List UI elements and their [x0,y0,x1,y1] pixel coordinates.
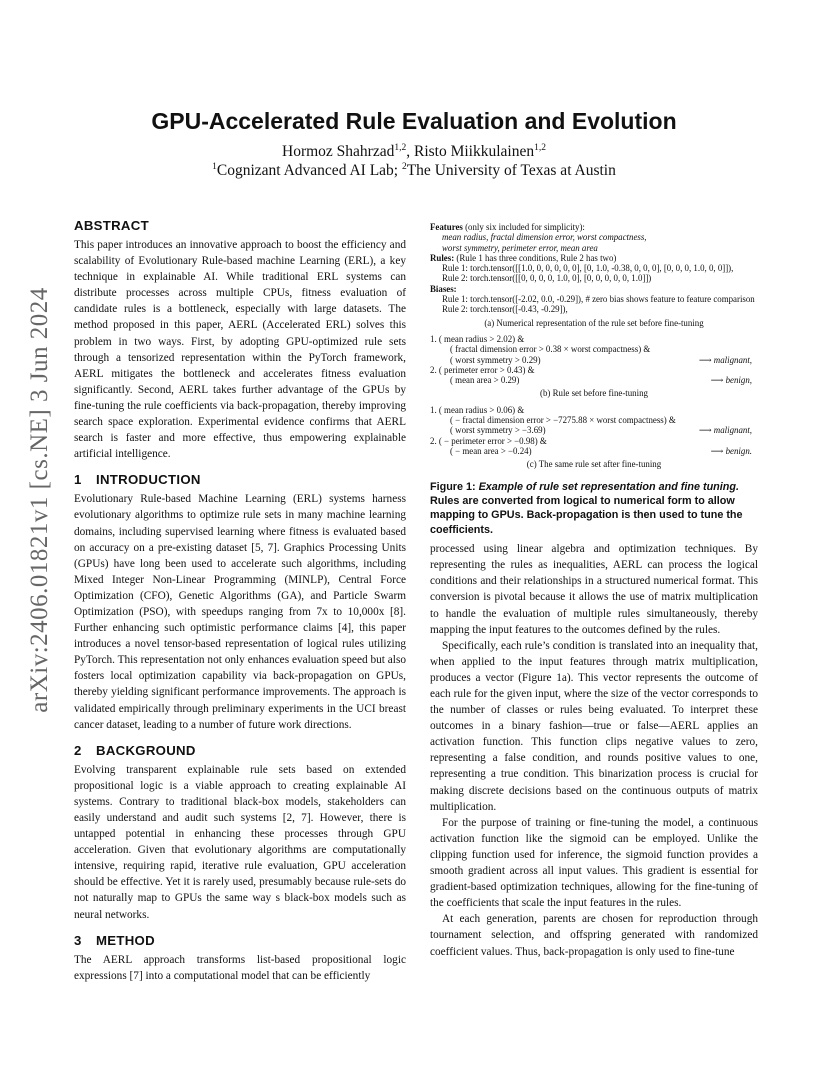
rule-condition: ( worst symmetry > 0.29) [450,354,541,365]
affil-name: The University of Texas at Austin [406,162,616,180]
rule-line: 1. ( mean radius > 2.02) & [430,333,525,344]
bias-tensor: Rule 2: torch.tensor([-0.43, -0.29]), [442,304,568,315]
section-number: 1 [74,472,82,488]
rule-condition: ( worst symmetry > −3.69) [450,425,546,436]
section-text: Evolutionary Rule-based Machine Learning (ERL) systems harness evolutionary algorithms to optimize rule sets in many machine learning domains, including supervised learning where fitness is evaluated based on accuracy on a pre-existing dataset [5, 7]. Graphics Processing Units (GPUs) have long been used to accelerate such algorithms, including Mixed Integer Non-Linear Programming (MINLP), Central Force Optimization (CFO), Genetic Algorithms (GA), and Particle Swarm Optimization (PSO), with speedups ranging from 7x to 10,000x [8]. Further enhancing such optimistic performance claims [4], this paper introduces a novel tensor-based representation of logical rules utilizing PyTorch. This representation not only enhances evaluation speed but also fosters local optimization capability via back-propagation on GPUs, thereby yielding significant performance improvements. The approach is validated empirically through preliminary experiments in the UCI breast cancer dataset, leading to a number of future work directions. [74,493,406,731]
rule-line: ( − fractal dimension error > −7275.88 × worst compactness) & [450,415,676,426]
rule-outcome: ⟶ benign. [710,445,752,456]
left-column [74,218,406,984]
section-number: 3 [74,932,82,948]
section-title: METHOD [96,932,155,948]
caption-text: Rules are converted from logical to numerical form to allow mapping to GPUs. Back-propagation is then used to tune the coefficients. [430,494,743,536]
rule-line: 1. ( mean radius > 0.06) & [430,404,525,415]
rule-outcome: ⟶ malignant, [698,425,752,436]
section-heading [74,933,406,948]
section-title: INTRODUCTION [96,472,201,488]
paragraph: At each generation, parents are chosen for reproduction through tournament selection, and offspring generated with randomized coefficient values. Thus, back-propagation is only used to fine-tune [430,913,758,958]
figure-caption [430,480,758,538]
author-affil-sup: 1,2 [534,143,546,153]
figure-1 [430,222,758,470]
rule-tensor: Rule 1: torch.tensor([[1.0, 0, 0, 0, 0, 0], [0, 1.0, -0.38, 0, 0, 0], [0, 0, 0, 1.0, 0, 0]]), [442,263,734,274]
features-line: worst symmetry, perimeter error, mean area [442,242,598,253]
caption-label: Figure 1: [430,480,479,493]
section-heading [74,743,406,758]
rule-condition: ( − mean area > −0.24) [450,445,532,456]
section-number: 2 [74,742,82,758]
affil-sup: 1 [212,162,217,172]
right-column [430,222,758,960]
rules-label: Rules: [430,252,455,263]
rules-note: (Rule 1 has three conditions, Rule 2 has two) [454,252,617,263]
section-heading [74,472,406,487]
rule-line [430,425,758,435]
rule-tensor: Rule 2: torch.tensor([[0, 0, 0, 0, 1.0, 0], [0, 0, 0, 0, 0, 1.0]]) [442,273,652,284]
arxiv-identifier [14,287,66,713]
author-list: Hormoz Shahrzad$^{1,2}$, Risto Miikkulainen$^{1,2}$ [282,143,546,161]
paper-title: GPU-Accelerated Rule Evaluation and Evolution [151,108,677,134]
rule-condition: ( mean area > 0.29) [450,375,520,386]
rule-line [430,375,758,385]
abstract-text: This paper introduces an innovative approach to boost the efficiency and scalability of Evolutionary Rule-based machine Learning (ERL), a key technique in explainable AI. While traditional ERL systems can distribute processes across multiple CPUs, fitness evaluation of candidate rules is a bottleneck, especially with large datasets. The method proposed in this paper, AERL (Accelerated ERL) solves this problem in two ways. First, by adopting GPU-optimized rule sets through a tensorized representation within the PyTorch framework, AERL mitigates the bottleneck and accelerates fitness evaluation significantly. Second, AERL takes further advantage of the GPUs by fine-tuning the rule coefficients via back-propagation, thereby improving search space exploration. Experimental evidence confirms that AERL search is faster and more effective, thus empowering explainable artificial intelligence. [74,239,406,461]
rule-line: 2. ( − perimeter error > −0.98) & [430,435,547,446]
caption-italic: Example of rule set representation and fine tuning. [478,480,739,493]
author-affil-sup: 1,2 [394,143,407,153]
features-line: mean radius, fractal dimension error, worst compactness, [442,232,647,243]
section-introduction [74,472,406,732]
affiliations [0,162,828,180]
rule-outcome: ⟶ malignant, [698,354,752,365]
subfigure-caption: (a) Numerical representation of the rule set before fine-tuning [484,317,704,328]
rule-outcome: ⟶ benign, [710,375,752,386]
bias-tensor: Rule 1: torch.tensor([-2.02, 0.0, -0.29]), # zero bias shows feature to feature comparison [442,294,755,305]
paragraph: processed using linear algebra and optimization techniques. By representing the rules as inequalities, AERL can process the logical conditions and their relationships in a structured numerical format. This conversion is pivotal because it allows the use of matrix multiplication to handle the evaluation of multiple rules simultaneously, thereby mapping the input features to the outcomes defined by the rules. [430,543,758,636]
arxiv-id-text: arXiv:2406.01821v1 [cs.NE] 3 Jun 2024 [26,287,53,713]
section-method [74,933,406,984]
affil-name: Cognizant Advanced AI Lab; [216,162,402,180]
rule-line: 2. ( perimeter error > 0.43) & [430,364,535,375]
author-name: Hormoz Shahrzad [282,143,395,161]
rule-line [430,355,758,365]
author-name: Risto Miikkulainen [413,143,535,161]
abstract-heading: ABSTRACT [74,218,149,233]
section-text: Evolving transparent explainable rule sets based on extended propositional logic is a viable approach to creating explainable AI systems. Contrary to traditional black-box models, stakeholders can easily understand and audit such systems [2, 7]. However, there is untapped potential in enhancing these processes through GPU acceleration. Given that evolutionary algorithms are computationally intensive, requiring rapid, iterative rule evaluation, GPU acceleration should be effective. Yet it is rarely used, presumably because rule-sets do not naturally map to GPUs the same way s black-box models such as neural networks. [74,763,406,921]
features-note: (only six included for simplicity): [462,222,585,232]
biases-label: Biases: [430,283,457,294]
section-text: The AERL approach transforms list-based propositional logic expressions [7] into a computational model that can be efficiently [74,953,406,982]
rule-line: ( fractal dimension error > 0.38 × worst compactness) & [450,344,651,355]
section-title: BACKGROUND [96,742,196,758]
features-label: Features [430,222,463,232]
subfigure-caption: (b) Rule set before fine-tuning [540,388,648,399]
affil-sup: 2 [401,162,407,172]
section-background [74,743,406,923]
paragraph: Specifically, each rule’s condition is translated into an inequality that, when applied to the input features through matrix multiplication, produces a vector (Figure 1a). This vector represents the outcome of each rule for the given input, where the size of the vector corresponds to the number of classes or rules being evaluated. To interpret these outcomes in a binary fashion—true or false—AERL applies an activation function. This function clips negative values to zero, representing a false condition, and rounds positive values to one, representing a true condition. This binarization process is crucial for making discrete decisions based on the continuous outputs of matrix multiplication. [430,639,758,813]
subfigure-caption: (c) The same rule set after fine-tuning [526,459,662,470]
paragraph: For the purpose of training or fine-tuning the model, a continuous activation function like the sigmoid can be employed. Unlike the clipping function used for inference, the sigmoid function provides a smooth gradient across all input values. This gradient is essential for gradient-based optimization techniques, allowing for the fine-tuning of the coefficients that scale the input features in the rules. [430,816,758,910]
rule-line [430,446,758,456]
